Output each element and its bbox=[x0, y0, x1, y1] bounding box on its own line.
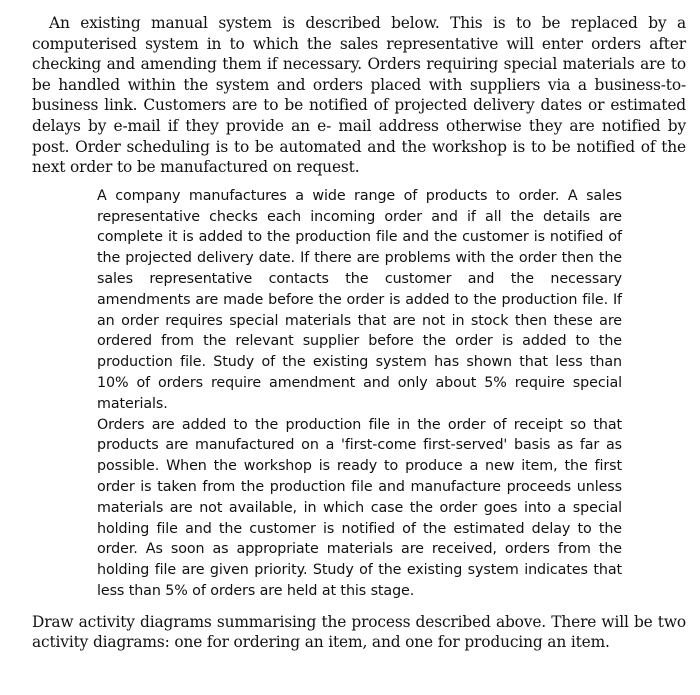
case-study-paragraph-2: Orders are added to the production file in the order of receipt so that products are manufactured on a 'first-come first-served' basis as far as possible. When the workshop is ready to produce a new item, the first order is taken from the production file and manufacture proceeds unless materials are not available, in which case the order goes into a special holding file and the customer is notified of the estimated delay to the order. As soon as appropriate materials are received, orders from the holding file are given priority. Study of the existing system indicates that less than 5% of orders are held at this stage. bbox=[97, 416, 622, 599]
case-study-block bbox=[97, 186, 622, 602]
case-study-paragraph-1: A company manufactures a wide range of products to order. A sales representative checks each incoming order and if all the details are complete it is added to the production file and the customer is notified of the projected delivery date. If there are problems with the order then the sales representative contacts the customer and the necessary amendments are made before the order is added to the production file. If an order requires special materials that are not in stock then these are ordered from the relevant supplier before the order is added to the production file. Study of the existing system has shown that less than 10% of orders require amendment and only about 5% require special materials. bbox=[97, 187, 622, 412]
intro-paragraph: An existing manual system is described below. This is to be replaced by a computerised system in to which the sales representative will enter orders after checking and amending them if necessary. Orders requiring special materials are to be handled within the system and orders placed with suppliers via a business-to-business link. Customers are to be notified of projected delivery dates or estimated delays by e-mail if they provide an e- mail address otherwise they are notified by post. Order scheduling is to be automated and the workshop is to be notified of the next order to be manufactured on request. bbox=[32, 14, 686, 177]
task-instruction: Draw activity diagrams summarising the process described above. There will be two activity diagrams: one for ordering an item, and one for producing an item. bbox=[32, 612, 686, 652]
document-page bbox=[32, 13, 686, 653]
